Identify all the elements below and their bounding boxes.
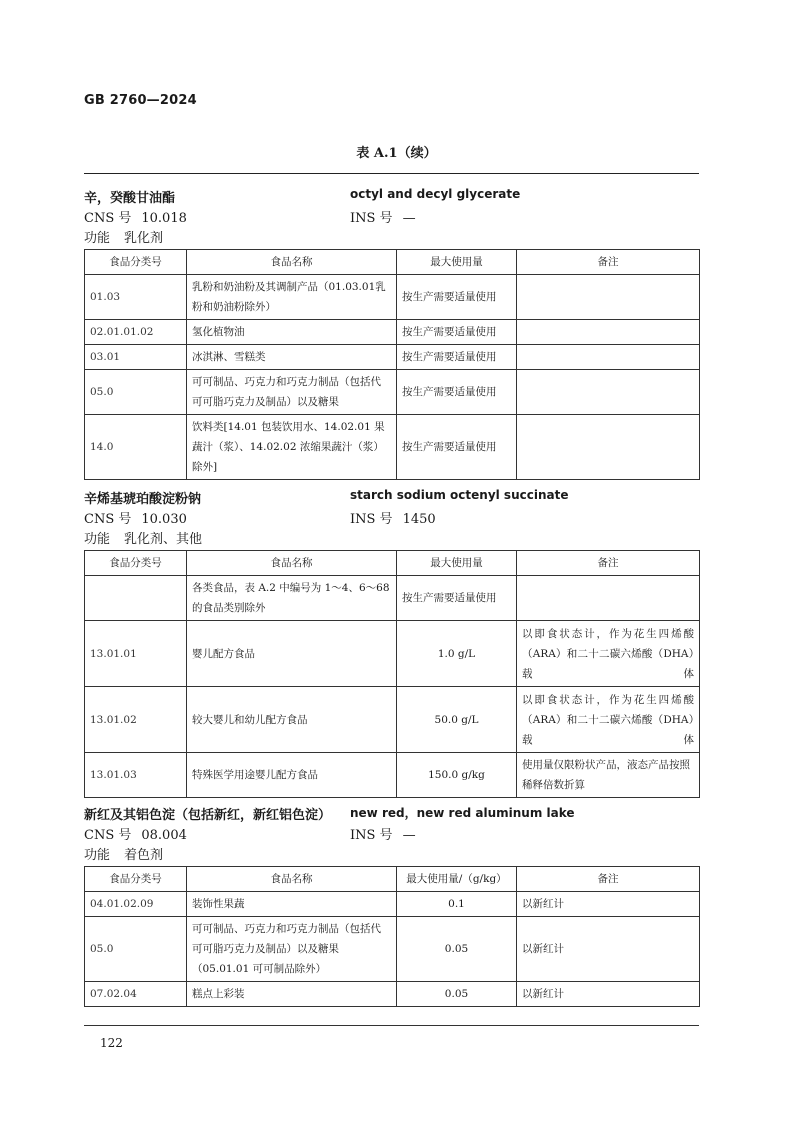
header-category-code: 食品分类号 <box>85 250 187 275</box>
table-row <box>85 415 700 480</box>
category-code: 02.01.01.02 <box>85 320 187 345</box>
food-name: 装饰性果蔬 <box>187 892 397 917</box>
header-category-code: 食品分类号 <box>85 551 187 576</box>
additive-section-new-red <box>84 804 699 1007</box>
food-name: 冰淇淋、雪糕类 <box>187 345 397 370</box>
table-row <box>85 753 700 798</box>
cns-value: 10.018 <box>141 211 187 226</box>
table-row <box>85 345 700 370</box>
category-code: 04.01.02.09 <box>85 892 187 917</box>
category-code: 07.02.04 <box>85 982 187 1007</box>
cns-value: 10.030 <box>141 512 187 527</box>
remarks: 以即食状态计，作为花生四烯酸（ARA）和二十二碳六烯酸（DHA）载体 <box>517 687 700 753</box>
category-code: 13.01.02 <box>85 687 187 753</box>
remarks: 以即食状态计，作为花生四烯酸（ARA）和二十二碳六烯酸（DHA）载体 <box>517 621 700 687</box>
function-value: 乳化剂 <box>124 231 164 246</box>
additive-section-starch-sodium-octenyl-succinate <box>84 488 699 798</box>
category-code: 14.0 <box>85 415 187 480</box>
remarks <box>517 415 700 480</box>
category-code <box>85 576 187 621</box>
footer-rule <box>84 1025 699 1026</box>
header-remarks: 备注 <box>517 867 700 892</box>
remarks <box>517 320 700 345</box>
max-usage: 按生产需要适量使用 <box>397 345 517 370</box>
remarks: 以新红计 <box>517 892 700 917</box>
category-code: 13.01.03 <box>85 753 187 798</box>
additive-name-cn: 新红及其铝色淀（包括新红，新红铝色淀） <box>84 808 332 823</box>
additive-name-en: octyl and decyl glycerate <box>350 187 521 201</box>
table-row <box>85 982 700 1007</box>
function-label: 功能 <box>84 848 111 863</box>
table-row <box>85 370 700 415</box>
food-name: 可可制品、巧克力和巧克力制品（包括代可可脂巧克力及制品）以及糖果 <box>187 370 397 415</box>
max-usage: 按生产需要适量使用 <box>397 576 517 621</box>
max-usage: 0.05 <box>397 917 517 982</box>
table-row <box>85 687 700 753</box>
function-value: 着色剂 <box>124 848 164 863</box>
cns-label: CNS 号 <box>84 828 132 843</box>
remarks <box>517 345 700 370</box>
function-label: 功能 <box>84 532 111 547</box>
additive-section-octyl-decyl-glycerate <box>84 187 699 480</box>
max-usage: 按生产需要适量使用 <box>397 370 517 415</box>
max-usage: 0.1 <box>397 892 517 917</box>
remarks <box>517 370 700 415</box>
usage-table <box>84 249 700 480</box>
header-food-name: 食品名称 <box>187 867 397 892</box>
header-category-code: 食品分类号 <box>85 867 187 892</box>
max-usage: 50.0 g/L <box>397 687 517 753</box>
category-code: 05.0 <box>85 917 187 982</box>
header-remarks: 备注 <box>517 551 700 576</box>
ins-value: 1450 <box>402 512 436 527</box>
table-row <box>85 320 700 345</box>
food-name: 特殊医学用途婴儿配方食品 <box>187 753 397 798</box>
max-usage: 1.0 g/L <box>397 621 517 687</box>
food-name: 各类食品，表 A.2 中编号为 1～4、6～68 的食品类别除外 <box>187 576 397 621</box>
additive-name-en: new red，new red aluminum lake <box>350 806 575 820</box>
cns-label: CNS 号 <box>84 512 132 527</box>
standard-id: GB 2760—2024 <box>84 93 197 108</box>
cns-label: CNS 号 <box>84 211 132 226</box>
food-name: 可可制品、巧克力和巧克力制品（包括代可可脂巧克力及制品）以及糖果（05.01.01 可可制品除外） <box>187 917 397 982</box>
additive-name-cn: 辛，癸酸甘油酯 <box>84 191 176 206</box>
ins-label: INS 号 <box>350 512 393 527</box>
additive-name-cn: 辛烯基琥珀酸淀粉钠 <box>84 492 202 507</box>
header-max-usage: 最大使用量/（g/kg） <box>397 867 517 892</box>
header-food-name: 食品名称 <box>187 551 397 576</box>
page-number: 122 <box>100 1036 123 1050</box>
food-name: 饮料类[14.01 包装饮用水、14.02.01 果蔬汁（浆）、14.02.02 浓缩果蔬汁（浆）除外] <box>187 415 397 480</box>
food-name: 乳粉和奶油粉及其调制产品（01.03.01乳粉和奶油粉除外） <box>187 275 397 320</box>
max-usage: 150.0 g/kg <box>397 753 517 798</box>
top-rule <box>84 173 699 174</box>
ins-label: INS 号 <box>350 211 393 226</box>
table-row <box>85 621 700 687</box>
remarks: 使用量仅限粉状产品，液态产品按照稀释倍数折算 <box>517 753 700 798</box>
max-usage: 按生产需要适量使用 <box>397 275 517 320</box>
table-row <box>85 576 700 621</box>
category-code: 01.03 <box>85 275 187 320</box>
ins-label: INS 号 <box>350 828 393 843</box>
usage-table <box>84 866 700 1007</box>
table-row <box>85 892 700 917</box>
usage-table <box>84 550 700 798</box>
ins-value: — <box>402 828 416 843</box>
max-usage: 按生产需要适量使用 <box>397 320 517 345</box>
table-row <box>85 917 700 982</box>
remarks: 以新红计 <box>517 982 700 1007</box>
function-label: 功能 <box>84 231 111 246</box>
food-name: 较大婴儿和幼儿配方食品 <box>187 687 397 753</box>
cns-value: 08.004 <box>141 828 187 843</box>
ins-value: — <box>402 211 416 226</box>
header-max-usage: 最大使用量 <box>397 551 517 576</box>
function-value: 乳化剂、其他 <box>124 532 203 547</box>
header-remarks: 备注 <box>517 250 700 275</box>
header-max-usage: 最大使用量 <box>397 250 517 275</box>
remarks <box>517 275 700 320</box>
table-caption: 表 A.1（续） <box>356 146 437 161</box>
max-usage: 按生产需要适量使用 <box>397 415 517 480</box>
category-code: 05.0 <box>85 370 187 415</box>
food-name: 婴儿配方食品 <box>187 621 397 687</box>
header-food-name: 食品名称 <box>187 250 397 275</box>
additive-name-en: starch sodium octenyl succinate <box>350 488 569 502</box>
category-code: 13.01.01 <box>85 621 187 687</box>
food-name: 糕点上彩装 <box>187 982 397 1007</box>
food-name: 氢化植物油 <box>187 320 397 345</box>
remarks <box>517 576 700 621</box>
category-code: 03.01 <box>85 345 187 370</box>
remarks: 以新红计 <box>517 917 700 982</box>
max-usage: 0.05 <box>397 982 517 1007</box>
table-row <box>85 275 700 320</box>
